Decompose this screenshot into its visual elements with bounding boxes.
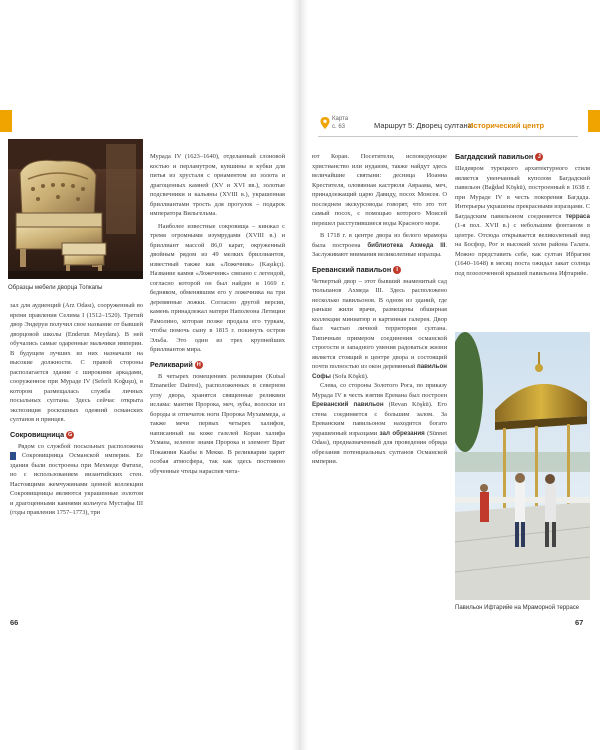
left-column-2 <box>150 152 285 476</box>
text-span: (Sofa Köşkü). <box>332 372 369 380</box>
right-column-2 <box>455 152 590 278</box>
heading-text: Реликварий <box>150 359 193 369</box>
section-heading-treasury <box>10 430 143 440</box>
map-marker-badge: J <box>535 153 543 161</box>
heading-text: Ереванский павильон <box>312 264 392 274</box>
map-reference <box>332 115 348 131</box>
right-photo-caption: Павильон Ифтарийе на Мраморной террасе <box>455 605 580 611</box>
paragraph: Наиболее известные сокровища – кинжал с тремя огромными изумрудами (XVIII в.) и бриллиант массой 86,0 карат, окруженный двойным рядом из 49 мелких бриллиантов, известный также как «Ложечник» (Kaşıkçı). Название камня «Ложечник» связано с легендой, согласно которой он был найден в 1669 г. бедняком, обменявшим его у ложечника на три деревянные ложки. Согласно другой версии, камень принадлежал матери Наполеона Летиции Рамолино, которая позже продала его туркам, чтобы помочь сыну в 1815 г. покинуть остров Эльба. Это один из трех крупнейших бриллиантов мира. <box>150 222 285 353</box>
running-header <box>318 112 588 140</box>
paragraph <box>312 231 447 260</box>
paragraph: ют Коран. Посетители, исповедующие христианство или иудаизм, также найдут здесь величайшие святыни: десница Иоанна Крестителя, оловянная кастрюля Авраама, меч, принадлежащий царю Давиду, посох Моисея. О последнем экскурсоводы говорят, что это тот самый посох, с помощью которого Моисей перешел расступившиеся воды Красного моря. <box>312 153 447 227</box>
map-marker-badge: G <box>67 431 73 438</box>
highlight-text: терраса <box>565 212 590 220</box>
right-page-tab <box>588 110 600 132</box>
text-span: В 1718 г. в центре двора из белого мрамора была построена <box>312 232 447 249</box>
text-span: . Заслуживают внимания великолепные изразцы. <box>312 241 447 258</box>
heading-text: Сокровищница <box>10 429 65 439</box>
right-column-1 <box>312 152 447 467</box>
text-span: Слева, со стороны Золотого Рога, по приказу Мурада IV в честь взятия Еревана был построен <box>312 382 447 399</box>
paragraph <box>312 381 447 467</box>
furniture-photo <box>8 139 143 279</box>
left-photo-caption: Образцы мебели дворца Топкапы <box>8 285 103 291</box>
map-marker-badge: H <box>195 361 203 369</box>
text-span: Рядом со службой посыльных расположена <box>18 442 143 450</box>
region-title: Исторический центр <box>468 121 545 130</box>
text-span: Сокровищница Османской империи. Ее здания были построены при Мехмеде Фатихе, но с использованием византийских стен. Настоящими жемчужинами ценной коллекции Сокровищницы являются украшенные золотом и драгоценными камнями кольчуга Мустафы III (годы правления 1757–1773), три <box>10 452 143 516</box>
left-column-1 <box>10 301 143 518</box>
text-span: Четвертый двор – этот бывший знаменитый сад тюльпанов Ахмеда III. Здесь расположено несколько павильонов. В одном из зданий, где раньше жили врачи, размещены обширная коллекция миниатюр и картинная галерея. Двор был частью личной территории султана. Типичным примером соединения османской строгости и западного умения радоваться жизни является стоящий в центре двора и состоящий почти полностью из окон деревянный <box>312 277 447 370</box>
marker-square-icon: 1 <box>10 452 16 460</box>
paragraph: В четырех помещениях реликвария (Kutsal Emanetler Dairesi), расположенных в северном углу двора, хранятся священные реликвии ислама: мантия Пророка, меч, зубы, волоски из бороды и отпечаток ноги Пророка Мухаммеда, а также мечи первых четырех халифов, написанный на коже газелей Коран халифа Усмана, зеленое знамя Пророка и элемент Врат Покаяния Каабы в Мекке. В реликварии царит особая атмосфера, так как здесь постоянно обученные чтецы нараспев чита- <box>150 372 285 475</box>
highlight-text: библиотека Ахмеда III <box>367 241 446 249</box>
iftariye-pavilion-photo <box>455 332 590 600</box>
highlight-text: Ереванский павильон <box>312 401 384 408</box>
map-pin-icon <box>318 116 332 130</box>
text-span: Шедевром турецкого архитектурного стиля является увенчанный куполом Багдадский павильон (Bağdad Köşkü), построенный в 1638 г. при Мураде IV в честь покорения Багдада. Интерьеры украшены прекрасными изразцами. С Багдадским павильоном соединяется <box>455 165 590 220</box>
text-span: (Sünnet Odası), предназначенный для проведения обряда обрезания потенциальных султанов Османской империи. <box>312 429 447 465</box>
section-heading-yerevan <box>312 265 447 275</box>
paragraph: Мурада IV (1623–1640), отделанный слоновой костью и перламутром, кувшины и кубки для питья из хрусталя с орнаментом из золота и драгоценных камней (XV и XVI вв.), золотые подсвечники и кальяны (XVIII в.), украшенная бриллиантами трость для прогулок – подарок императора Вильгельма. <box>150 153 285 217</box>
paragraph <box>312 277 447 382</box>
highlight-text: павильон Софы <box>312 363 447 380</box>
paragraph <box>10 442 143 518</box>
right-page-number: 67 <box>575 618 584 627</box>
map-ref-text: с. 63 <box>332 124 346 130</box>
heading-text: Багдадский павильон <box>455 152 534 161</box>
header-rule <box>318 136 578 137</box>
left-page-number: 66 <box>10 618 19 627</box>
map-label-text: Карта <box>332 116 349 122</box>
paragraph: зал для аудиенций (Arz Odası), сооруженный во время правления Селима I (1512–1520). Третий двор Эндеруи получил свое название от бывшей дворцовой школы (Enderun Meydanı). В ней обучались самые одаренные мальчики империи. В будущем лучших из них назначали на высокие должности. С правой стороны располагается здание с широкими аркадами, сооруженное при Мураде IV (Seferli Koğuşu), в котором размещалась служба личных посыльных султана. Здесь сейчас открыта экспозиция роскошных одеяний османских султанов и принцев. <box>10 302 143 423</box>
map-marker-badge: I <box>393 266 401 274</box>
highlight-text: зал обрезания <box>379 429 425 437</box>
left-page-tab <box>0 110 12 132</box>
paragraph <box>455 164 590 278</box>
book-gutter <box>292 0 308 750</box>
section-heading-reliquary <box>150 360 285 370</box>
text-span: (1-я пол. XVII в.) с небольшим фонтаном в центре. Отсюда открывается великолепный вид на Босфор, Рог и высокий холм района Галата. Можно представить себе, как султан Ибрагим (1640–1648) в месяц поста ожидал закат солнца под позолоченной крышей павильона Ифтарийе. <box>455 222 590 277</box>
text-span: (Revan Köşkü). Его стена соединяется с большим залом. За Ереванским павильоном находится богато украшенный изразцами <box>312 401 447 437</box>
section-heading-baghdad <box>455 152 590 162</box>
route-title: Маршрут 5: Дворец султана <box>374 121 472 130</box>
